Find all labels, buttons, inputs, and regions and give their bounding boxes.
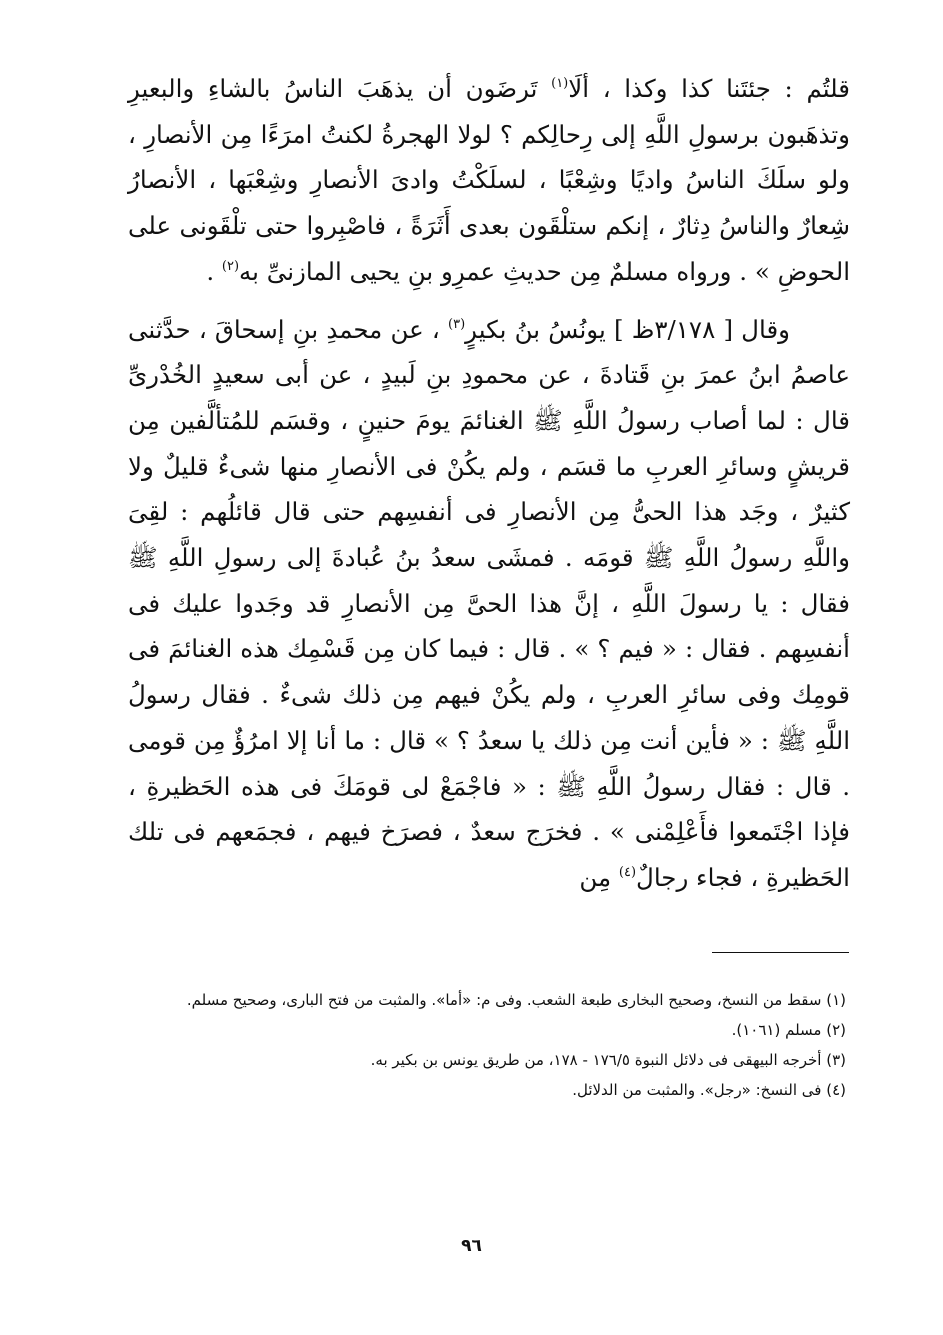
footnote-marker: (٤)	[618, 864, 637, 880]
footnote: (١) سقط من النسخ، وصحيح البخارى طبعة الشعب. وفى م: «أما». والمثبت من فتح البارى، وصحيح مسلم.	[186, 991, 846, 1009]
paragraph-text: وقال [ ٣/١٧٨ظ ] يونُسُ بنُ بكيرٍ	[465, 314, 790, 344]
page-number: ٩٦	[461, 1236, 482, 1256]
paragraph	[128, 307, 850, 901]
footnotes	[128, 985, 846, 1105]
footnote: (٤) فى النسخ: «رجل». والمثبت من الدلائل.	[572, 1081, 846, 1099]
footnote-marker: (٣)	[448, 316, 466, 332]
footnote: (٢) مسلم (١٠٦١).	[731, 1021, 846, 1039]
footnote: (٣) أخرجه البيهقى فى دلائل النبوة ١٧٦/٥ - ١٧٨، من طريق يونس بن بكير به.	[370, 1051, 846, 1069]
paragraph-text: .	[206, 256, 222, 286]
paragraph-text: قلتُم : جئتَنا كذا وكذا ، ألَا	[568, 74, 850, 103]
paragraph-text: ، عن محمدِ بنِ إسحاقَ ، حدَّثنى عاصمُ ابنُ عمرَ بنِ قَتادةَ ، عن محمودِ بنِ لَبيدٍ ، عن أبى سعيدٍ الخُدْرىِّ قال : لما أصاب رسولُ اللَّهِ ﷺ الغنائمَ يومَ حنينٍ ، وقسَم للمُتألَّفين مِن قريشٍ وسائرِ العربِ ما قسَم ، ولم يكُنْ فى الأنصارِ منها شىءٌ قليلٌ ولا كثيرٌ ، وجَد هذا الحىُّ مِن الأنصارِ فى أنفسِهم حتى قال قائلُهم : لقِىَ واللَّهِ رسولُ اللَّهِ ﷺ قومَه . فمشَى سعدُ بنُ عُبادةَ إلى رسولِ اللَّهِ ﷺ فقال : يا رسولَ اللَّهِ ، إنَّ هذا الحىَّ مِن الأنصارِ قد وجَدوا عليك فى أنفسِهم . فقال : « فيم ؟ » . قال : فيما كان مِن قَسْمِك هذه الغنائمَ فى قومِك وفى سائرِ العربِ ، ولم يكُنْ فيهم مِن ذلك شىءٌ . فقال رسولُ اللَّهِ ﷺ : « فأين أنت مِن ذلك يا سعدُ ؟ » قال : ما أنا إلا امرُؤٌ مِن قومى . قال : فقال رسولُ اللَّهِ ﷺ : « فاجْمَعْ لى قومَكَ فى هذه الحَظيرةِ ، فإذا اجْتَمعوا فأَعْلِمْنى » . فخرَج سعدٌ ، فصرَخ فيهم ، فجمَعهم فى تلك الحَظيرةِ ، فجاء رجالٌ	[128, 314, 850, 892]
paragraph-text: تَرضَون أن يذهَبَ الناسُ بالشاءِ والبعيرِ وتذهَبون برسولِ اللَّهِ إلى رِحالِكم ؟ لولا الهجرةُ لكنتُ امرَءًا مِن الأنصارِ ، ولو سلَكَ الناسُ واديًا وشِعْبًا ، لسلَكْتُ وادىَ الأنصارِ وشِعْبَها ، الأنصارُ شِعارٌ والناسُ دِثارٌ ، إنكم ستلْقَون بعدى أَثَرَةً ، فاصْبِروا حتى تلْقَونى على الحوضِ » . ورواه مسلمٌ مِن حديثِ عمرِو بنِ يحيى المازنىِّ به	[128, 74, 850, 286]
paragraph	[128, 66, 850, 295]
footnote-separator	[712, 952, 849, 953]
main-text	[128, 66, 850, 901]
footnote-marker: (٢)	[221, 258, 240, 274]
footnote-marker: (١)	[551, 76, 569, 91]
paragraph-text: مِن	[579, 862, 619, 892]
